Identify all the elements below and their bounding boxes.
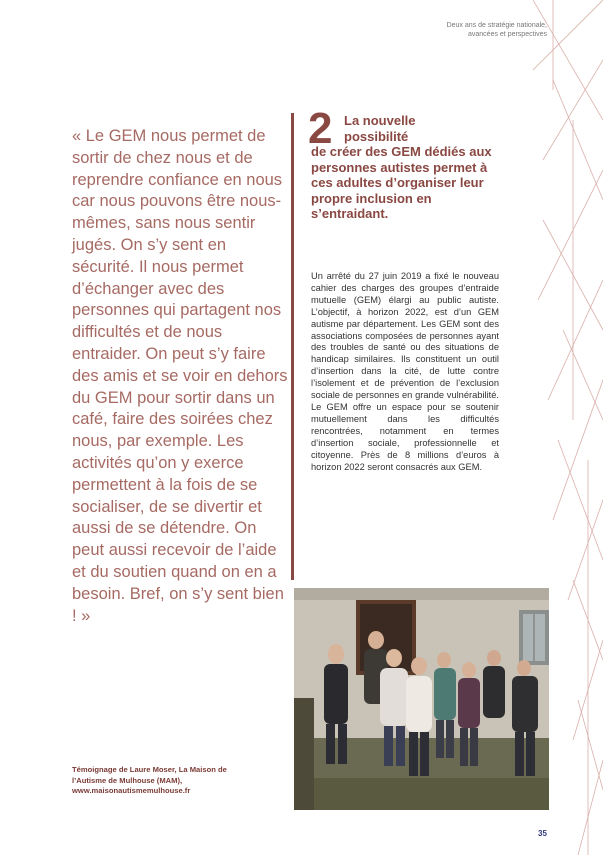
running-header — [387, 21, 547, 39]
credit-website-link[interactable]: www.maisonautismemulhouse.fr — [72, 786, 191, 795]
section-vertical-rule — [291, 113, 294, 580]
section-title — [311, 113, 511, 222]
section-title-line-1: La nouvelle — [344, 113, 416, 128]
credit-line-2: l’Autisme de Mulhouse (MAM), — [72, 775, 183, 785]
section-body-text: Un arrêté du 27 juin 2019 a fixé le nouveau cahier des charges des groupes d’entraide mutuelle (GEM) élargi au public autiste. L’objectif, à horizon 2022, est d’un GEM autisme par département. Les GEM sont des associations composées de personnes ayant des troubles de santé ou des situations de handicap similaires. Ils constituent un outil d’insertion dans la cité, de lutte contre l’isolement et de prévention de l’exclusion sociale de personnes en grande vulnérabilité. Le GEM offre un espace pour se soutenir mutuellement dans les difficultés rencontrées, notamment en termes d’insertion sociale, professionnelle et citoyenne. Près de 8 millions d’euros à horizon 2022 seront consacrés aux GEM. — [311, 271, 499, 472]
credit-line-1: Témoignage de Laure Moser, La Maison de — [72, 765, 227, 774]
testimonial-quote: « Le GEM nous permet de sortir de chez nous et de reprendre confiance en nous car nous pouvons être nous-mêmes, sans nous sentir jugés. On s’y sent en sécurité. Il nous permet d’échanger avec des personnes qui partagent nos difficultés et de nous entraider. On peut s’y faire des amis et se voir en dehors du GEM pour sortir dans un café, faire des soirées chez nous, par exemple. Les activités qu’on y exerce permettent à la fois de se socialiser, de se divertir et aussi de se détendre. On peut aussi recevoir de l’aide et du soutien quand on en a besoin. Bref, on s’y sent bien ! » — [72, 127, 288, 625]
section-title-line-2: possibilité — [344, 128, 409, 144]
section-title-rest: de créer des GEM dédiés aux personnes autistes permet à ces adultes d’organiser leur propre inclusion en s’entraidant. — [311, 144, 492, 221]
page-number: 35 — [538, 829, 547, 838]
header-line-2: avancées et perspectives — [468, 31, 547, 38]
header-line-1: Deux ans de stratégie nationale, — [446, 22, 547, 29]
section-number: 2 — [308, 104, 333, 153]
testimonial-credit — [72, 765, 272, 797]
group-photo — [294, 588, 549, 810]
